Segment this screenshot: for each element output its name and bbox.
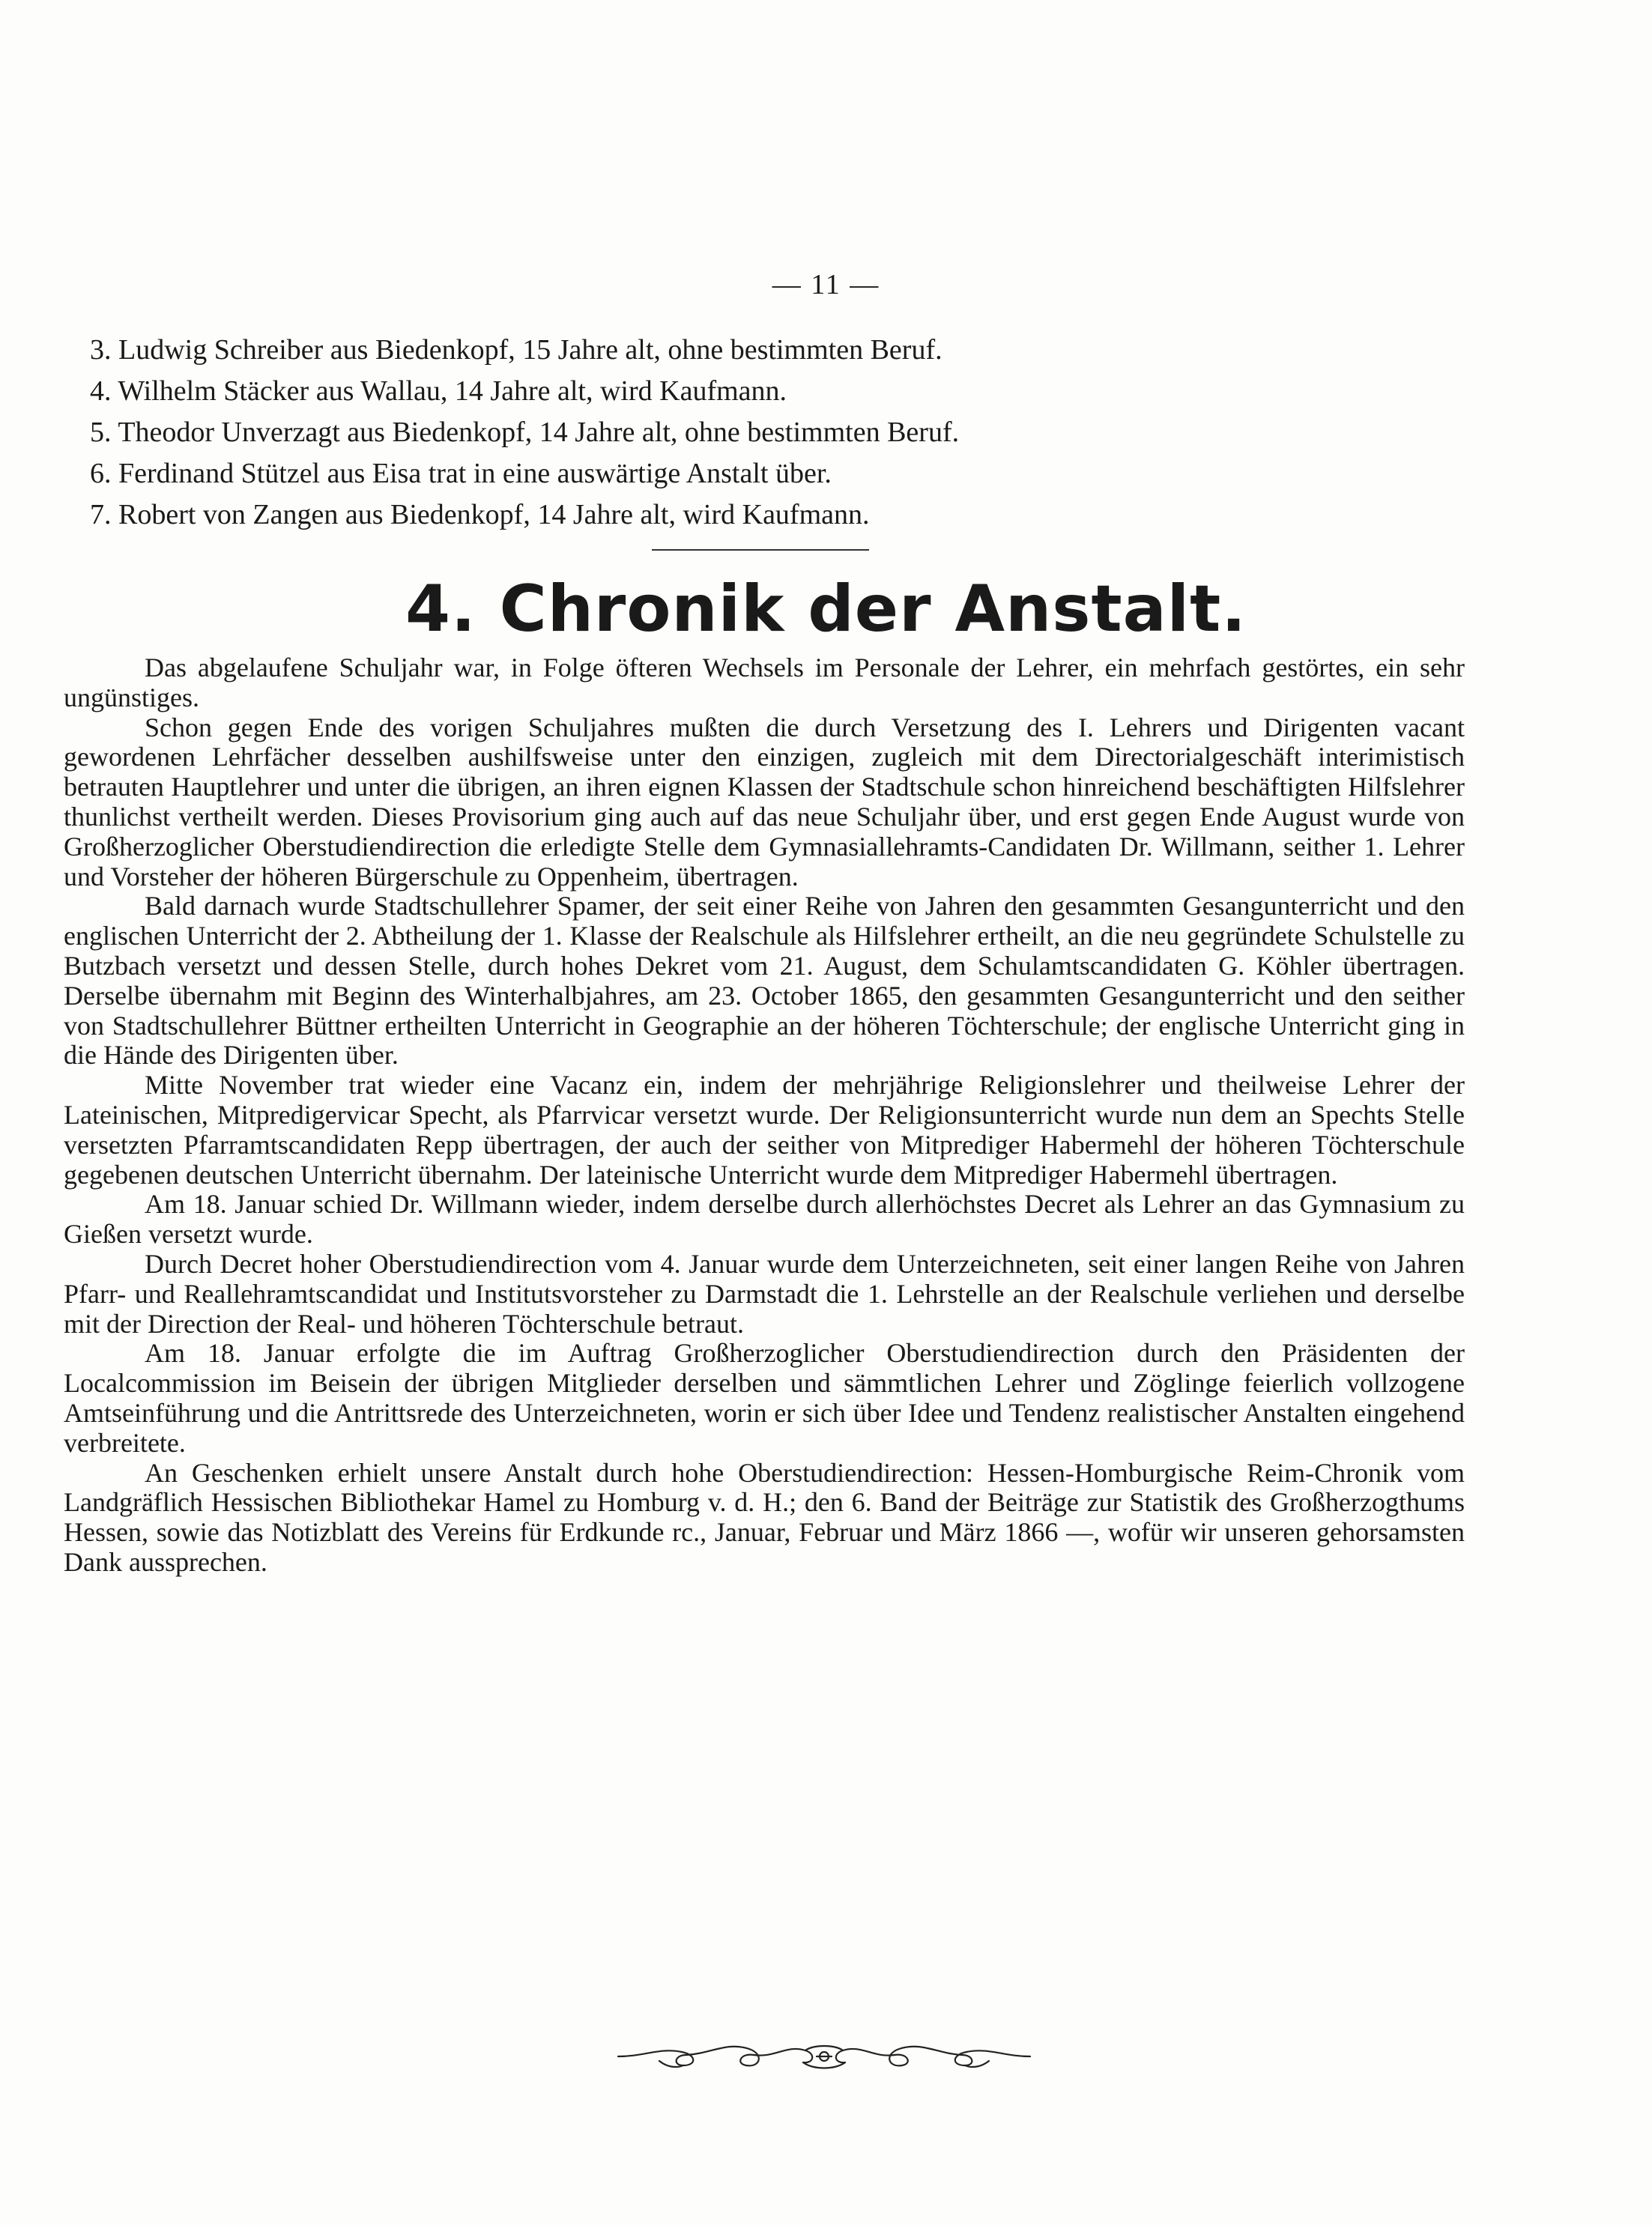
- section-heading: 4. Chronik der Anstalt.: [405, 572, 1247, 647]
- paragraph: Am 18. Januar schied Dr. Willmann wieder, indem derselbe durch allerhöchstes Decret als Lehrer an das Gymnasium zu Gießen versetzt wurde.: [64, 1189, 1465, 1250]
- chronicle-body: [64, 653, 1465, 1578]
- list-item: 4. Wilhelm Stäcker aus Wallau, 14 Jahre alt, wird Kaufmann.: [90, 375, 787, 407]
- paragraph: Bald darnach wurde Stadtschullehrer Spamer, der seit einer Reihe von Jahren den gesammten Gesangunterricht und den englischen Unterricht der 2. Abtheilung der 1. Klasse der Realschule als Hilfslehrer ertheilt, an die neu gegründete Schulstelle zu Butzbach versetzt und dessen Stelle, durch hohes Dekret vom 21. August, dem Schulamtscandidaten G. Köhler übertragen. Derselbe übernahm mit Beginn des Winterhalbjahres, am 23. October 1865, den gesammten Gesangunterricht und den seither von Stadtschullehrer Büttner ertheilten Unterricht in Geographie an der höheren Töchterschule; der englische Unterricht ging in die Hände des Dirigenten über.: [64, 891, 1465, 1071]
- page-number: — 11 —: [772, 269, 880, 300]
- list-item: 7. Robert von Zangen aus Biedenkopf, 14 Jahre alt, wird Kaufmann.: [90, 499, 870, 530]
- flourish-ornament-icon: [614, 2034, 1034, 2079]
- list-item: 3. Ludwig Schreiber aus Biedenkopf, 15 Jahre alt, ohne bestimmten Beruf.: [90, 334, 943, 366]
- paragraph: Durch Decret hoher Oberstudiendirection vom 4. Januar wurde dem Unterzeichneten, seit einer langen Reihe von Jahren Pfarr- und Reallehramtscandidat und Institutsvorsteher zu Darmstadt die 1. Lehrstelle an der Realschule verliehen und derselbe mit der Direction der Real- und höheren Töchterschule betraut.: [64, 1248, 1465, 1339]
- paragraph: Das abgelaufene Schuljahr war, in Folge öfteren Wechsels im Personale der Lehrer, ein mehrfach gestörtes, ein sehr ungünstiges.: [64, 653, 1465, 712]
- student-list: [90, 330, 1423, 536]
- paragraph: Schon gegen Ende des vorigen Schuljahres mußten die durch Versetzung des I. Lehrers und Dirigenten vacant gewordenen Lehrfächer desselben aushilfsweise unter den einzigen, zugleich mit dem Directorialgeschäft interimistisch betrauten Hauptlehrer und unter die übrigen, an ihren eignen Klassen der Stadtschule schon hinreichend beschäftigten Hilfslehrer thunlichst vertheilt werden. Dieses Provisorium ging auch auf das neue Schuljahr über, und erst gegen Ende August wurde von Großherzoglicher Oberstudiendirection die erledigte Stelle dem Gymnasiallehramts-Candidaten Dr. Willmann, seither 1. Lehrer und Vorsteher der höheren Bürgerschule zu Oppenheim, übertragen.: [64, 712, 1465, 891]
- paragraph: Am 18. Januar erfolgte die im Auftrag Großherzoglicher Oberstudiendirection durch den Präsidenten der Localcommission im Beisein der übrigen Mitglieder derselben und sämmtlichen Lehrer und Zöglinge feierlich vollzogene Amtseinführung und die Antrittsrede des Unterzeichneten, worin er sich über Idee und Tendenz realistischer Anstalten eingehend verbreitete.: [64, 1338, 1465, 1458]
- list-item: 5. Theodor Unverzagt aus Biedenkopf, 14 Jahre alt, ohne bestimmten Beruf.: [90, 417, 960, 448]
- list-item: 6. Ferdinand Stützel aus Eisa trat in eine auswärtige Anstalt über.: [90, 458, 832, 489]
- paragraph: An Geschenken erhielt unsere Anstalt durch hohe Oberstudiendirection: Hessen-Homburgische Reim-Chronik vom Landgräflich Hessischen Bibliothekar Hamel zu Homburg v. d. H.; den 6. Band der Beiträge zur Statistik des Großherzogthums Hessen, sowie das Notizblatt des Vereins für Erdkunde rc., Januar, Februar und März 1866 —, wofür wir unseren gehorsamsten Dank aussprechen.: [64, 1457, 1465, 1577]
- divider-rule: [652, 549, 869, 551]
- paragraph: Mitte November trat wieder eine Vacanz ein, indem der mehrjährige Religionslehrer und theilweise Lehrer der Lateinischen, Mitpredigervicar Specht, als Pfarrvicar versetzt wurde. Der Religionsunterricht wurde nun dem an Spechts Stelle versetzten Pfarramtscandidaten Repp übertragen, der auch der seither von Mitprediger Habermehl der höheren Töchterschule gegebenen deutschen Unterricht übernahm. Der lateinische Unterricht wurde dem Mitprediger Habermehl übertragen.: [64, 1070, 1465, 1190]
